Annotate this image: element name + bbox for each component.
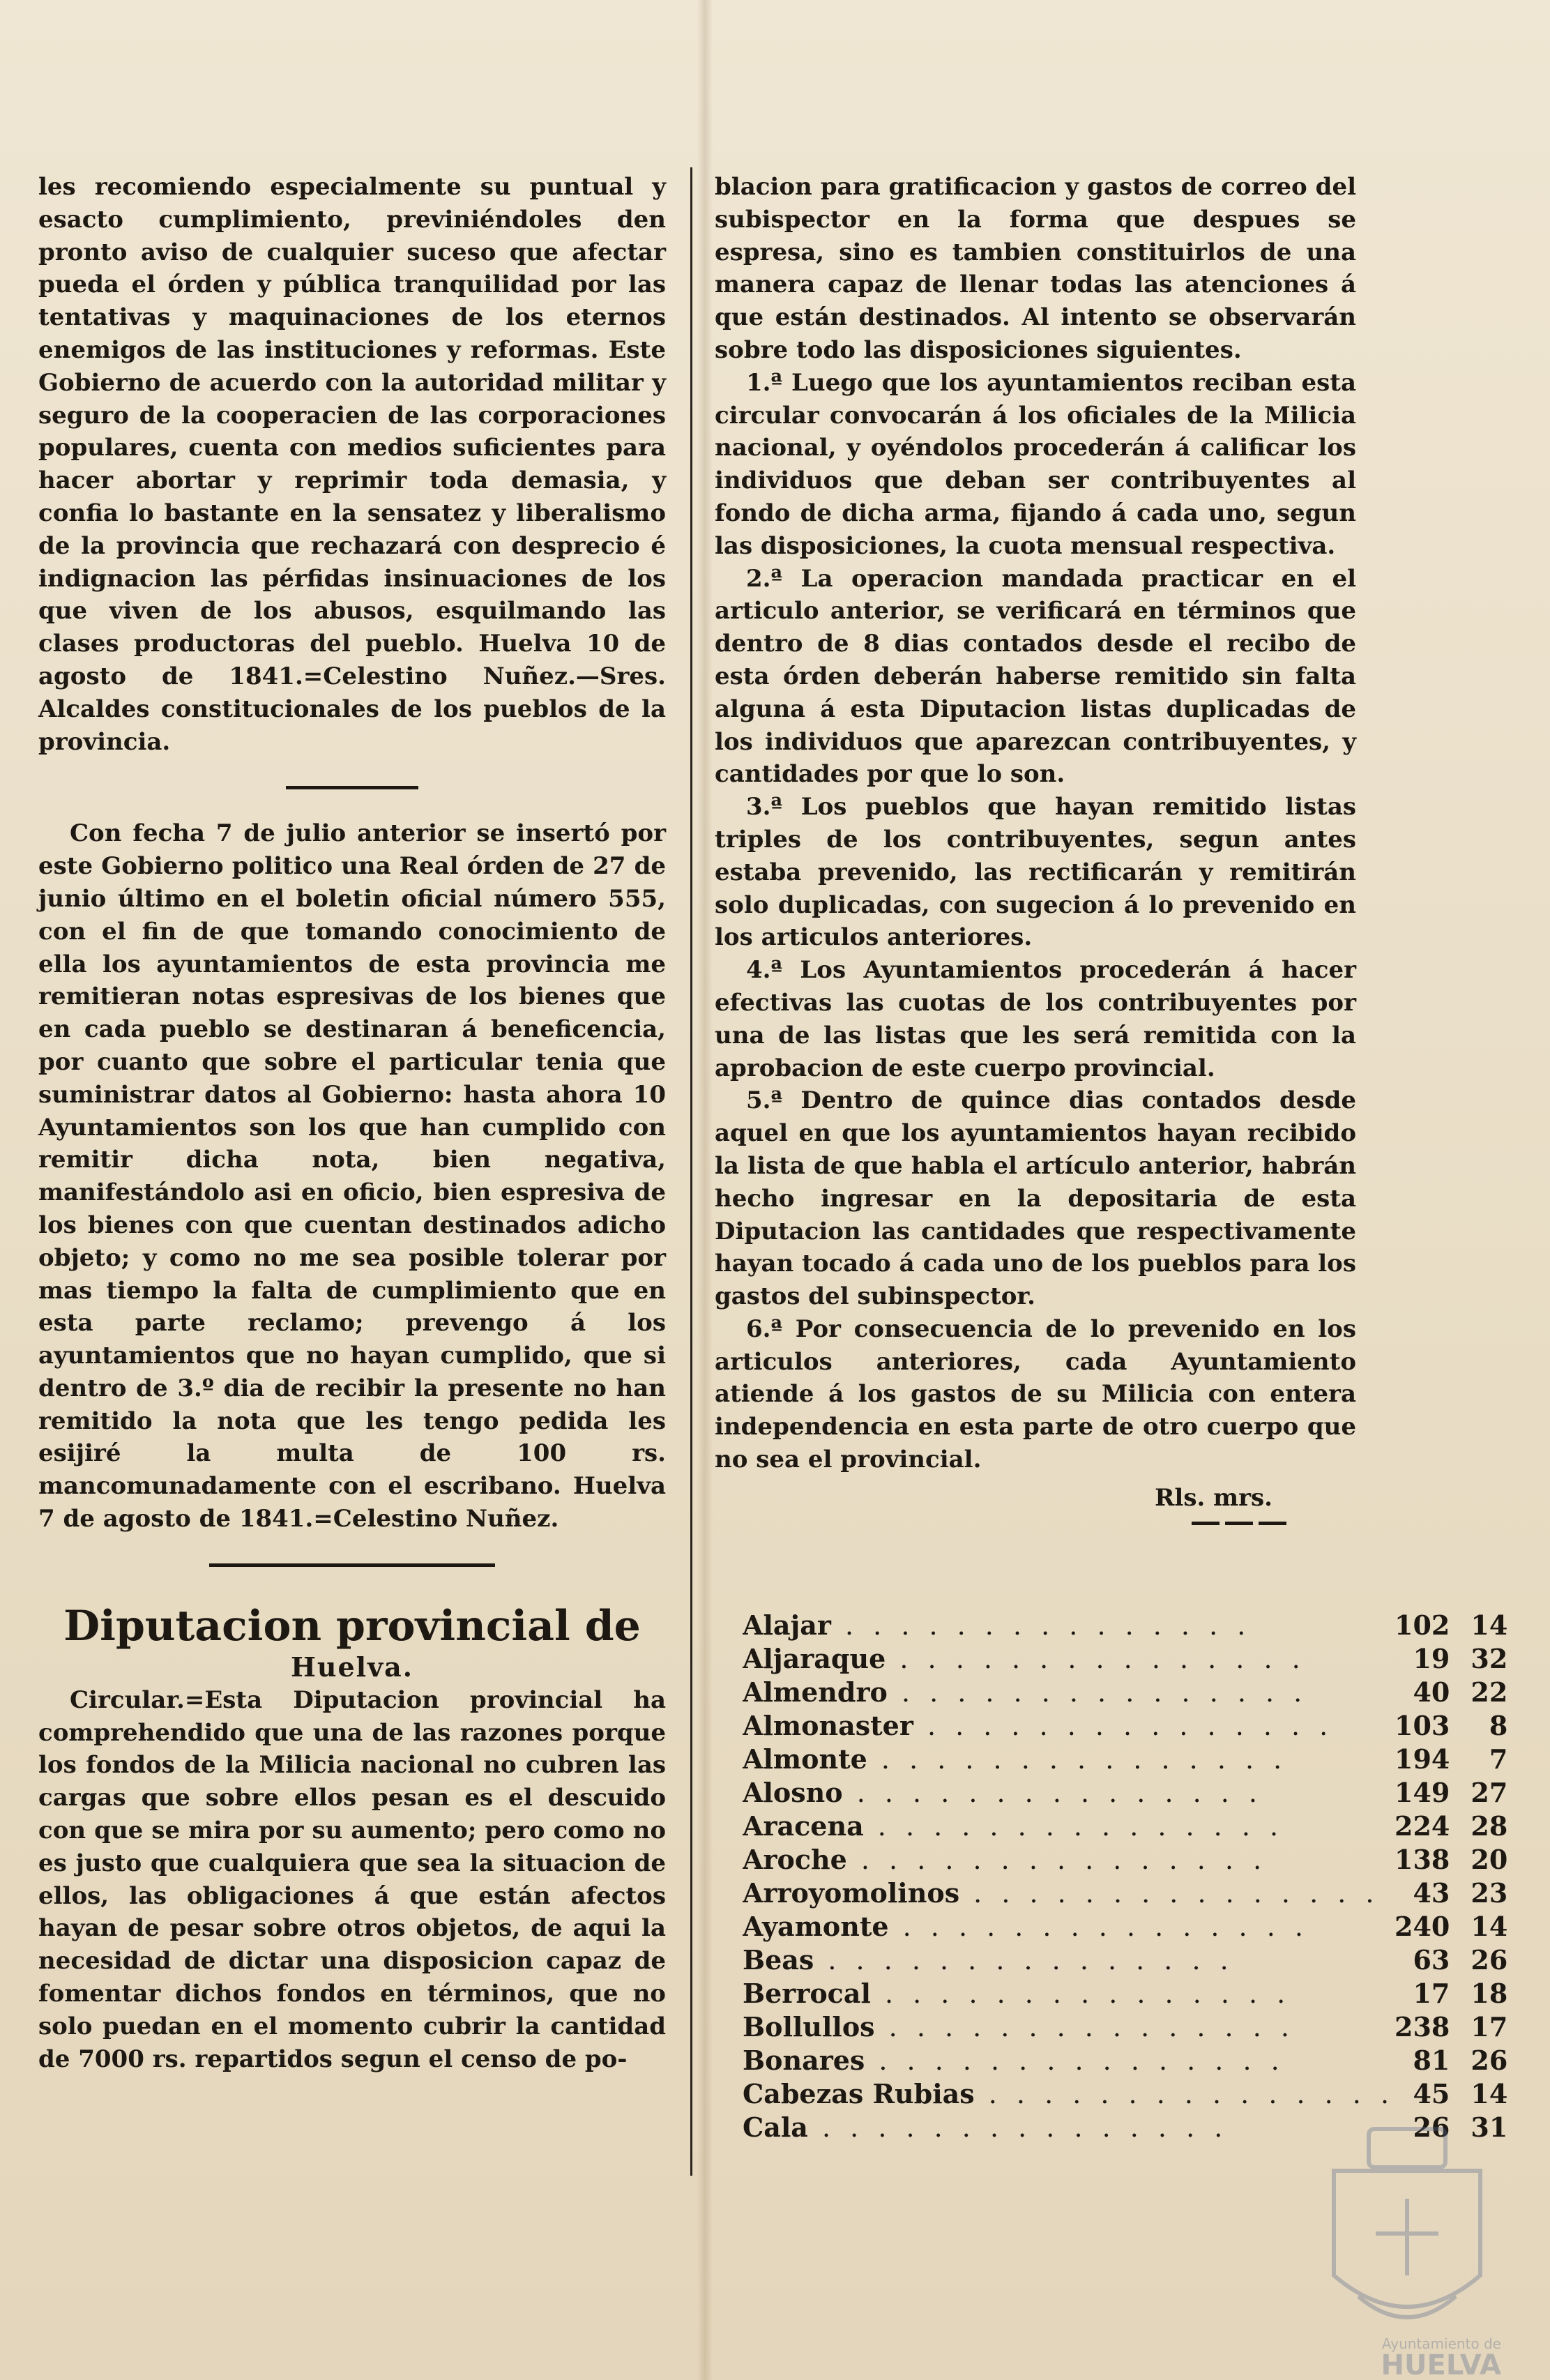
table-row <box>743 1609 1507 1642</box>
towns-table <box>743 1609 1507 2144</box>
table-row <box>743 1877 1507 1910</box>
town-name <box>743 2077 1395 2111</box>
city-coat-of-arms-icon <box>1292 2115 1522 2380</box>
table-row <box>743 1642 1507 1676</box>
table-header: Rls. mrs. <box>1155 1483 1272 1512</box>
table-row <box>743 2010 1507 2044</box>
town-reales: 194 <box>1395 1743 1450 1775</box>
town-reales: 63 <box>1413 1944 1450 1976</box>
circular-paragraph: Circular.=Esta Diputacion provincial ha comprehendido que una de las razones porque los fondos de la Milicia nacional no cubren las cargas que sobre ellos pesan es el descuido con que se mira por su aumento; pero como no es justo que cualquiera que sea la situacion de ellos, las obligaciones á que están afectos hayan de pesar sobre otros objetos, de aqui la necesidad de dictar una disposicion capaz de fomentar dichos fondos en términos, que no solo puedan en el momento cubrir la cantidad de 7000 rs. repartidos segun el censo de po- <box>38 1685 666 2073</box>
town-name <box>743 1776 1395 1810</box>
table-row <box>743 1810 1507 1843</box>
table-row <box>743 1910 1507 1943</box>
town-name <box>743 1810 1395 1843</box>
town-name-text: Berrocal <box>743 1977 871 2009</box>
section-subtitle: Huelva. <box>290 1651 414 1683</box>
town-maravedis: 20 <box>1471 1844 1508 1876</box>
town-reales: 240 <box>1395 1911 1450 1943</box>
section-title: Diputacion provincial de <box>63 1601 641 1651</box>
leader-dots: . . . . . . . . . . . . . . . <box>814 1944 1234 1976</box>
right-column <box>715 171 1508 2144</box>
town-name-text: Arroyomolinos <box>743 1877 960 1909</box>
town-maravedis: 7 <box>1489 1743 1508 1775</box>
town-name-text: Cala <box>743 2111 808 2143</box>
town-maravedis: 14 <box>1471 2078 1508 2110</box>
town-name-text: Almonte <box>743 1743 867 1775</box>
town-maravedis: 31 <box>1471 2112 1508 2144</box>
watermark-line1: Ayuntamiento de <box>1381 2335 1501 2352</box>
column-divider <box>690 167 692 2176</box>
town-name <box>743 1642 1395 1676</box>
town-name-text: Alosno <box>743 1776 843 1808</box>
town-reales: 138 <box>1395 1844 1450 1876</box>
table-header-rule <box>715 1522 1286 1525</box>
town-reales: 40 <box>1413 1676 1450 1708</box>
article-3: 3.ª Los pueblos que hayan remitido listas triples de los contribuyentes, segun antes estaba prevenido, las rectificarán y remitirán solo duplicadas, con sugecion á lo prevenido en los articulos anteriores. <box>715 793 1356 952</box>
town-maravedis: 14 <box>1471 1911 1508 1943</box>
town-maravedis: 17 <box>1471 2011 1508 2043</box>
town-maravedis: 23 <box>1471 1877 1508 1909</box>
table-row <box>743 1709 1507 1743</box>
leader-dots: . . . . . . . . . . . . . . . <box>959 1877 1380 1909</box>
town-name <box>743 2044 1395 2077</box>
town-name-text: Alajar <box>743 1609 831 1641</box>
leader-dots: . . . . . . . . . . . . . . . <box>867 1743 1288 1775</box>
leader-dots: . . . . . . . . . . . . . . . <box>846 1844 1268 1875</box>
article-2: 2.ª La operacion mandada practicar en el articulo anterior, se verificará en términos que dentro de 8 dias contados desde el recibo de esta órden deberán haberse remitido sin falta alguna á esta Diputacion listas duplicadas de los individuos que aparezcan contribuyentes, y cantidades por que lo son. <box>715 564 1356 789</box>
table-row <box>743 1676 1507 1709</box>
second-paragraph: Con fecha 7 de julio anterior se insertó por este Gobierno politico una Real órden de 27 de junio último en el boletin oficial número 555, con el fin de que tomando conocimiento de ella los ayuntamientos de esta provincia me remitieran notas espresivas de los bienes que en cada pueblo se destinaran á beneficencia, por cuanto que sobre el particular tenia que suministrar datos al Gobierno: hasta ahora 10 Ayuntamientos son los que han cumplido con remitir dicha nota, bien negativa, manifestándolo asi en oficio, bien espresiva de los bienes con que cuentan destinados adicho objeto; y como no me sea posible tolerar por mas tiempo la falta de cumplimiento que en esta parte reclamo; prevengo á los ayuntamientos que no hayan cumplido, que si dentro de 3.º dia de recibir la presente no han remitido la nota que les tengo pedida les esijiré la multa de 100 rs. mancomunadamente con el escribano. Huelva 7 de agosto de 1841.=Celestino Nuñez. <box>38 819 666 1533</box>
article-6: 6.ª Por consecuencia de lo prevenido en los articulos anteriores, cada Ayuntamiento atiende á los gastos de su Milicia con entera independencia en esta parte de otro cuerpo que no sea el provincial. <box>715 1314 1356 1474</box>
leader-dots: . . . . . . . . . . . . . . . <box>886 1643 1306 1674</box>
leader-dots: . . . . . . . . . . . . . . . <box>842 1777 1263 1808</box>
town-maravedis: 8 <box>1489 1710 1508 1742</box>
town-name-text: Almonaster <box>743 1709 913 1741</box>
town-name-text: Aljaraque <box>743 1642 886 1674</box>
leader-dots: . . . . . . . . . . . . . . . <box>974 2078 1395 2109</box>
leader-dots: . . . . . . . . . . . . . . . <box>870 1978 1291 2009</box>
town-name <box>743 1609 1395 1642</box>
watermark-line2: HUELVA <box>1381 2349 1501 2380</box>
town-reales: 26 <box>1413 2112 1450 2144</box>
continuation-paragraph: blacion para gratificacion y gastos de correo del subispector en la forma que despues se espresa, sino es tambien constituirlos de una manera capaz de llenar todas las atenciones á que están destinados. Al intento se observarán sobre todo las disposiciones siguientes. <box>715 173 1356 364</box>
page-fold-shadow <box>697 0 713 2380</box>
town-maravedis: 27 <box>1471 1777 1508 1809</box>
table-row <box>743 1776 1507 1810</box>
article-5: 5.ª Dentro de quince dias contados desde aquel en que los ayuntamientos hayan recibido la lista de que habla el artículo anterior, habrán hecho ingresar en la depositaria de esta Diputacion las cantidades que respectivamente hayan tocado á cada uno de los pueblos para los gastos del subinspector. <box>715 1086 1356 1311</box>
town-reales: 43 <box>1413 1877 1450 1909</box>
leader-dots: . . . . . . . . . . . . . . . <box>807 2112 1229 2143</box>
town-reales: 19 <box>1413 1643 1450 1675</box>
leader-dots: . . . . . . . . . . . . . . . <box>913 1710 1334 1741</box>
town-maravedis: 32 <box>1471 1643 1508 1675</box>
leader-dots: . . . . . . . . . . . . . . . <box>830 1609 1252 1641</box>
town-name-text: Bollullos <box>743 2010 875 2042</box>
town-reales: 45 <box>1413 2078 1450 2110</box>
town-reales: 81 <box>1413 2045 1450 2077</box>
table-row <box>743 1943 1507 1977</box>
town-name <box>743 1910 1395 1943</box>
town-maravedis: 22 <box>1471 1676 1508 1708</box>
town-name <box>743 2010 1395 2044</box>
town-reales: 17 <box>1413 1978 1450 2010</box>
town-name-text: Almendro <box>743 1676 888 1708</box>
town-name <box>743 1843 1395 1877</box>
town-name <box>743 1743 1395 1776</box>
leader-dots: . . . . . . . . . . . . . . . <box>865 2045 1285 2076</box>
town-name <box>743 1709 1395 1743</box>
table-row <box>743 2044 1507 2077</box>
town-reales: 102 <box>1395 1609 1450 1642</box>
table-row <box>743 1977 1507 2010</box>
leader-dots: . . . . . . . . . . . . . . . <box>887 1676 1308 1708</box>
town-name-text: Cabezas Rubias <box>743 2077 975 2109</box>
town-name <box>743 1877 1395 1910</box>
table-row <box>743 2077 1507 2111</box>
table-row <box>743 1843 1507 1877</box>
town-name-text: Aroche <box>743 1843 847 1875</box>
town-name-text: Ayamonte <box>743 1910 889 1942</box>
opening-paragraph: les recomiendo especialmente su puntual y esacto cumplimiento, previniéndoles den pronto aviso de cualquier suceso que afectar pueda el órden y pública tranquilidad por las tentativas y maquinaciones de los eternos enemigos de las instituciones y reformas. Este Gobierno de acuerdo con la autoridad militar y seguro de la cooperacien de las corporaciones populares, cuenta con medios suficientes para hacer abortar y reprimir toda demasia, y confia lo bastante en la sensatez y liberalismo de la provincia que rechazará con desprecio é indignacion las pérfidas insinuaciones de los que viven de los abusos, esquilmando las clases productoras del pueblo. Huelva 10 de agosto de 1841.=Celestino Nuñez.—Sres. Alcaldes constitucionales de los pueblos de la provincia. <box>38 173 666 756</box>
town-maravedis: 26 <box>1471 2045 1508 2077</box>
town-name-text: Beas <box>743 1943 814 1976</box>
town-name <box>743 1943 1395 1977</box>
town-name <box>743 1977 1395 2010</box>
town-maravedis: 28 <box>1471 1810 1508 1842</box>
leader-dots: . . . . . . . . . . . . . . . <box>888 1911 1309 1942</box>
town-name <box>743 1676 1395 1709</box>
town-name-text: Aracena <box>743 1810 864 1842</box>
town-maravedis: 14 <box>1471 1609 1508 1642</box>
town-maravedis: 18 <box>1471 1978 1508 2010</box>
left-column <box>38 171 666 2075</box>
section-divider-long <box>209 1563 495 1567</box>
leader-dots: . . . . . . . . . . . . . . . <box>863 1810 1284 1842</box>
town-reales: 103 <box>1395 1710 1450 1742</box>
town-maravedis: 26 <box>1471 1944 1508 1976</box>
leader-dots: . . . . . . . . . . . . . . . <box>874 2011 1295 2042</box>
article-1: 1.ª Luego que los ayuntamientos reciban esta circular convocarán á los oficiales de la Milicia nacional, y oyéndolos procederán á calificar los individuos que deban ser contribuyentes al fondo de dicha arma, fijando á cada uno, segun las disposiciones, la cuota mensual respectiva. <box>715 368 1356 560</box>
table-row <box>743 1743 1507 1776</box>
watermark-stamp <box>1292 2115 1522 2380</box>
section-divider <box>286 786 418 789</box>
article-4: 4.ª Los Ayuntamientos procederán á hacer efectivas las cuotas de los contribuyentes por una de las listas que les será remitida con la aprobacion de este cuerpo provincial. <box>715 956 1356 1082</box>
town-reales: 238 <box>1395 2011 1450 2043</box>
town-reales: 224 <box>1395 1810 1450 1842</box>
town-reales: 149 <box>1395 1777 1450 1809</box>
town-name-text: Bonares <box>743 2044 865 2076</box>
